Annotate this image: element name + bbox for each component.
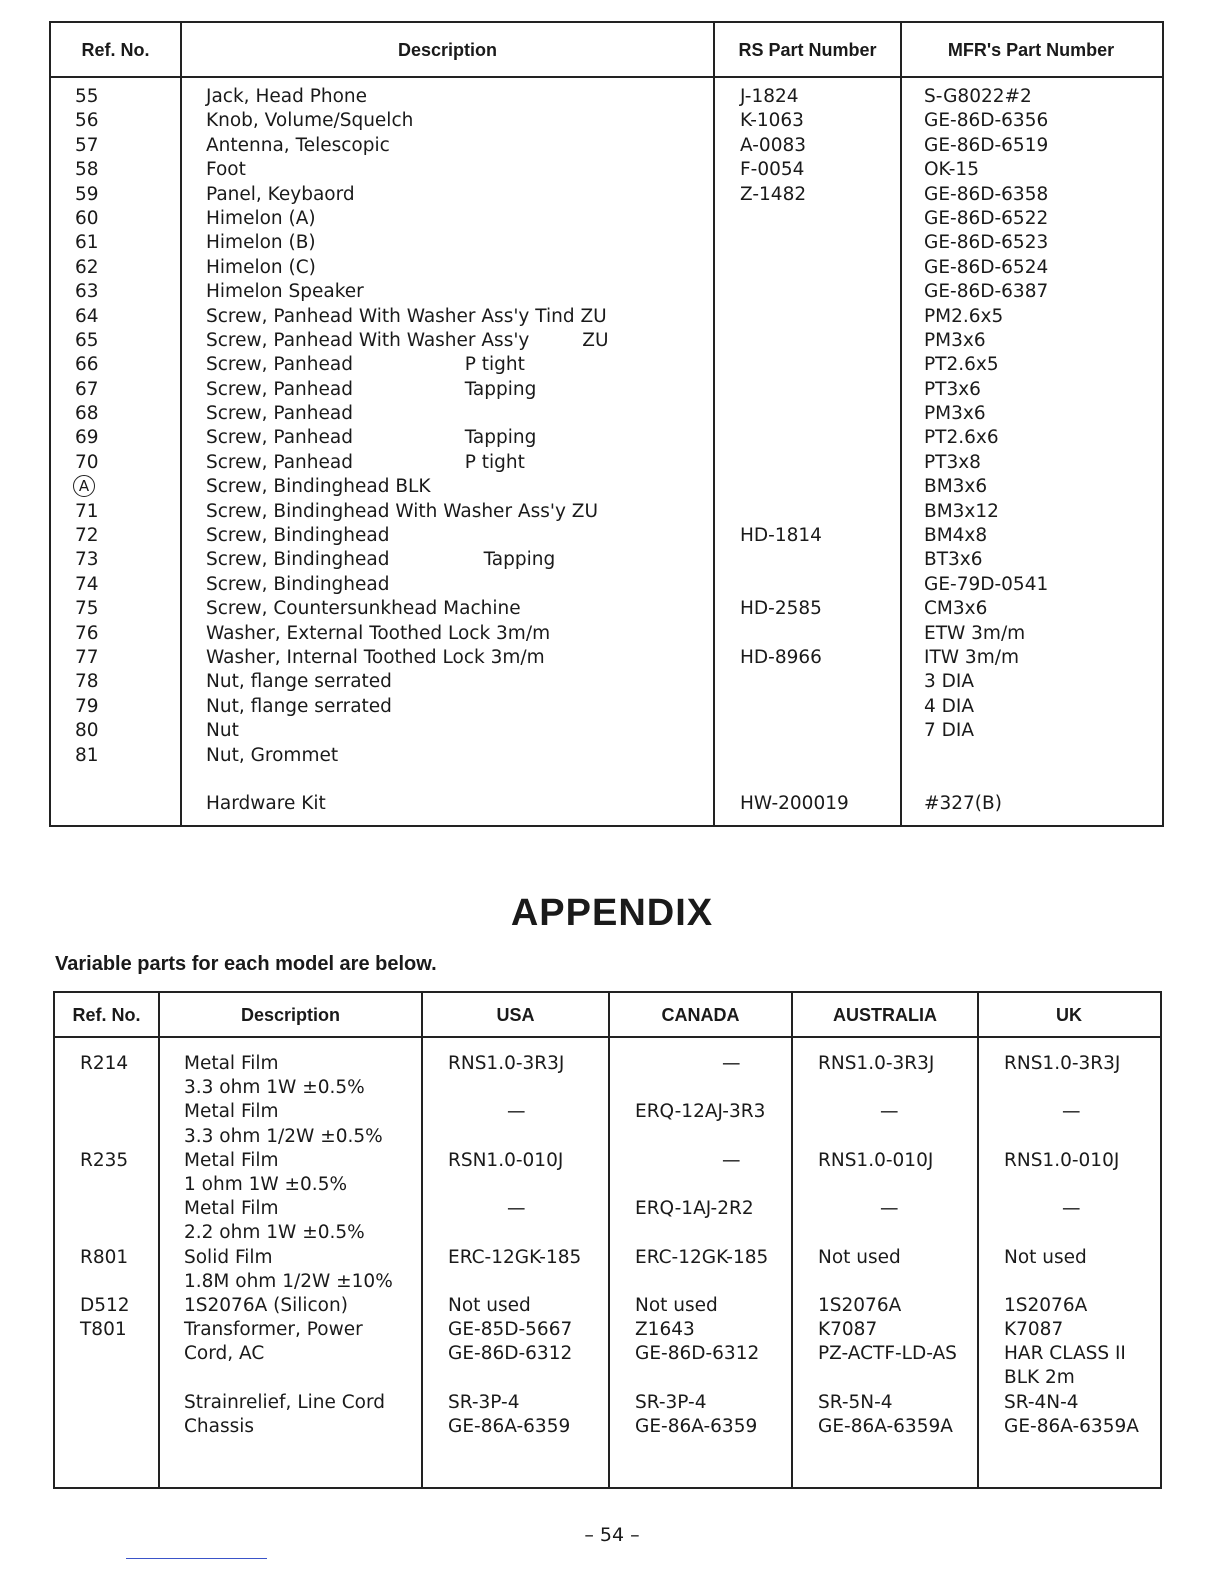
mfr-part-cell: GE-79D-0541 xyxy=(924,573,1049,595)
appendix-table xyxy=(53,991,1162,1489)
mfr-part-cell: ETW 3m/m xyxy=(924,622,1026,644)
description-cell: Himelon (C) xyxy=(206,256,316,278)
description-cell: Chassis xyxy=(184,1415,255,1437)
mfr-part-cell: BM3x6 xyxy=(924,476,988,498)
description-cell: 3.3 ohm 1W ±0.5% xyxy=(184,1077,365,1099)
header-ref: Ref. No. xyxy=(81,39,150,60)
parts-table xyxy=(49,21,1164,827)
rs-part-cell: HW-200019 xyxy=(740,792,849,814)
ref-cell: A xyxy=(73,475,95,497)
canada-cell: — xyxy=(722,1149,741,1171)
table-row xyxy=(51,670,1162,694)
ref-cell: 58 xyxy=(75,159,99,181)
description-cell: Foot xyxy=(206,159,246,181)
table-row xyxy=(51,719,1162,743)
table-row xyxy=(51,744,1162,768)
rs-part-cell: HD-1814 xyxy=(740,525,822,547)
table-row xyxy=(55,1318,1160,1342)
usa-cell: SR-3P-4 xyxy=(448,1391,520,1413)
ref-cell: 59 xyxy=(75,183,99,205)
ref-cell: 75 xyxy=(75,598,99,620)
australia-cell: K7087 xyxy=(818,1319,878,1341)
description-cell: Cord, AC xyxy=(184,1343,265,1365)
rs-part-cell: A-0083 xyxy=(740,134,807,156)
australia-cell: PZ-ACTF-LD-AS xyxy=(818,1343,957,1365)
uk-cell: GE-86A-6359A xyxy=(1004,1415,1139,1437)
description-cell: Washer, Internal Toothed Lock 3m/m xyxy=(206,646,545,668)
table-row xyxy=(51,451,1162,475)
appendix-title: APPENDIX xyxy=(510,892,714,934)
table-row xyxy=(55,1221,1160,1245)
description-cell: Screw, Bindinghead Tapping xyxy=(206,549,556,571)
uk-cell: BLK 2m xyxy=(1004,1367,1075,1389)
description-cell: Hardware Kit xyxy=(206,792,326,814)
canada-cell: Not used xyxy=(635,1294,718,1316)
ref-cell: 62 xyxy=(75,256,99,278)
table-row xyxy=(51,548,1162,572)
table-row xyxy=(55,1366,1160,1390)
page-number: – 54 – xyxy=(584,1524,640,1546)
ref-cell: 67 xyxy=(75,378,99,400)
description-cell: Transformer, Power xyxy=(184,1319,363,1341)
table-row xyxy=(55,1294,1160,1318)
uk-cell: RNS1.0-3R3J xyxy=(1004,1053,1121,1074)
description-cell: Knob, Volume/Squelch xyxy=(206,110,414,132)
ref-cell: 74 xyxy=(75,573,99,595)
mfr-part-cell: PT2.6x6 xyxy=(924,427,999,449)
description-cell: Metal Film xyxy=(184,1198,279,1220)
australia-cell: 1S2076A xyxy=(818,1294,902,1316)
description-cell: Screw, Panhead With Washer Ass'y Tind ZU xyxy=(206,305,607,327)
usa-cell: — xyxy=(507,1198,526,1220)
mfr-part-cell: BM3x12 xyxy=(924,500,999,522)
ref-cell: 76 xyxy=(75,622,99,644)
mfr-part-cell: ITW 3m/m xyxy=(924,646,1019,668)
ref-cell: 68 xyxy=(75,403,99,425)
uk-cell: HAR CLASS II xyxy=(1004,1343,1126,1365)
description-cell: Screw, Panhead P tight xyxy=(206,354,525,376)
description-cell: Metal Film xyxy=(184,1149,279,1171)
mfr-part-cell: BM4x8 xyxy=(924,525,988,547)
usa-cell: GE-86D-6312 xyxy=(448,1343,573,1365)
mfr-part-cell: GE-86D-6523 xyxy=(924,232,1049,254)
mfr-part-cell: BT3x6 xyxy=(924,549,983,571)
description-cell: Himelon Speaker xyxy=(206,281,364,303)
australia-cell: GE-86A-6359A xyxy=(818,1415,953,1437)
australia-cell: SR-5N-4 xyxy=(818,1391,893,1413)
description-cell: Antenna, Telescopic xyxy=(206,134,390,156)
header-canada: CANADA xyxy=(661,1004,740,1025)
table-row xyxy=(51,646,1162,670)
ref-cell: 70 xyxy=(75,451,99,473)
description-cell: Screw, Bindinghead BLK xyxy=(206,476,431,498)
table-row xyxy=(51,622,1162,646)
description-cell: Jack, Head Phone xyxy=(206,86,367,107)
rs-part-cell: K-1063 xyxy=(740,110,804,132)
description-cell: Screw, Countersunkhead Machine xyxy=(206,598,521,620)
description-cell: Himelon (A) xyxy=(206,207,316,229)
canada-cell: ERQ-1AJ-2R2 xyxy=(635,1198,754,1220)
description-cell: Screw, Bindinghead With Washer Ass'y ZU xyxy=(206,500,598,522)
table-row xyxy=(55,1342,1160,1366)
ref-cell: T801 xyxy=(80,1319,127,1341)
description-cell: Himelon (B) xyxy=(206,232,316,254)
table-row xyxy=(51,378,1162,402)
table-row xyxy=(51,573,1162,597)
table-row xyxy=(51,134,1162,158)
rs-part-cell: J-1824 xyxy=(740,86,799,107)
australia-cell: RNS1.0-010J xyxy=(818,1149,934,1171)
mfr-part-cell: 4 DIA xyxy=(924,695,975,717)
header-usa: USA xyxy=(496,1004,535,1025)
header-mfr-part: MFR's Part Number xyxy=(947,39,1115,60)
rs-part-cell: F-0054 xyxy=(740,159,805,181)
header-description: Description xyxy=(397,39,498,60)
appendix-subtitle: Variable parts for each model are below. xyxy=(55,953,437,975)
australia-cell: RNS1.0-3R3J xyxy=(818,1053,935,1074)
table-row xyxy=(51,280,1162,304)
table-row xyxy=(51,183,1162,207)
mfr-part-cell: GE-86D-6358 xyxy=(924,183,1049,205)
table-row xyxy=(51,524,1162,548)
mfr-part-cell: OK-15 xyxy=(924,159,979,181)
rs-part-cell: HD-8966 xyxy=(740,646,822,668)
ref-cell: 66 xyxy=(75,354,99,376)
canada-cell: GE-86A-6359 xyxy=(635,1415,758,1437)
mfr-part-cell: 7 DIA xyxy=(924,720,975,742)
canada-cell: — xyxy=(722,1053,741,1074)
table-row-hardware-kit xyxy=(51,792,1162,816)
table-row xyxy=(51,426,1162,450)
ref-cell: 56 xyxy=(75,110,99,132)
table-row xyxy=(55,1246,1160,1270)
table-row xyxy=(51,329,1162,353)
header-uk: UK xyxy=(1056,1004,1082,1025)
mfr-part-cell: PM3x6 xyxy=(924,403,986,425)
mfr-part-cell: PT2.6x5 xyxy=(924,354,999,376)
mfr-part-cell: GE-86D-6356 xyxy=(924,110,1049,132)
table-row xyxy=(55,1149,1160,1173)
ref-cell: 65 xyxy=(75,329,99,351)
description-cell: 2.2 ohm 1W ±0.5% xyxy=(184,1222,365,1244)
usa-cell: RNS1.0-3R3J xyxy=(448,1053,565,1074)
description-cell: 3.3 ohm 1/2W ±0.5% xyxy=(184,1125,383,1147)
table-row xyxy=(55,1391,1160,1415)
table-row xyxy=(55,1076,1160,1100)
uk-cell: Not used xyxy=(1004,1246,1087,1268)
ref-cell: R235 xyxy=(80,1149,129,1171)
decorative-rule xyxy=(126,1558,267,1559)
ref-cell: 69 xyxy=(75,427,99,449)
table-row xyxy=(51,402,1162,426)
header-description: Description xyxy=(240,1004,341,1025)
description-cell: Screw, Panhead P tight xyxy=(206,451,525,473)
mfr-part-cell: #327(B) xyxy=(924,792,1002,814)
uk-cell: RNS1.0-010J xyxy=(1004,1149,1120,1171)
mfr-part-cell: PT3x8 xyxy=(924,451,981,473)
table-row xyxy=(51,597,1162,621)
ref-cell: 61 xyxy=(75,232,99,254)
rs-part-cell: Z-1482 xyxy=(740,183,807,205)
ref-cell: D512 xyxy=(80,1294,130,1316)
ref-cell: 72 xyxy=(75,525,99,547)
ref-cell: 64 xyxy=(75,305,99,327)
ref-cell: 55 xyxy=(75,86,99,107)
ref-cell: 77 xyxy=(75,646,99,668)
mfr-part-cell: PM3x6 xyxy=(924,329,986,351)
table-row xyxy=(51,500,1162,524)
usa-cell: ERC-12GK-185 xyxy=(448,1246,582,1268)
mfr-part-cell: GE-86D-6387 xyxy=(924,281,1049,303)
table-row xyxy=(55,1197,1160,1221)
ref-cell: 73 xyxy=(75,549,99,571)
description-cell: Nut, flange serrated xyxy=(206,671,392,693)
ref-cell: 60 xyxy=(75,207,99,229)
table-row xyxy=(51,85,1162,109)
description-cell: Panel, Keybaord xyxy=(206,183,355,205)
usa-cell: — xyxy=(507,1101,526,1123)
appendix-rows xyxy=(55,1052,1160,1439)
ref-cell: R214 xyxy=(80,1053,129,1074)
mfr-part-cell: S-G8022#2 xyxy=(924,86,1032,107)
australia-cell: — xyxy=(880,1101,899,1123)
description-cell: Screw, Panhead With Washer Ass'y ZU xyxy=(206,329,609,351)
description-cell: Screw, Panhead xyxy=(206,403,353,425)
table-row xyxy=(55,1270,1160,1294)
ref-cell: R801 xyxy=(80,1246,129,1268)
description-cell: 1S2076A (Silicon) xyxy=(184,1294,348,1316)
description-cell: Solid Film xyxy=(184,1246,273,1268)
description-cell: Metal Film xyxy=(184,1101,279,1123)
description-cell: Nut, Grommet xyxy=(206,744,339,766)
table-row xyxy=(51,231,1162,255)
australia-cell: — xyxy=(880,1198,899,1220)
usa-cell: Not used xyxy=(448,1294,531,1316)
description-cell: Washer, External Toothed Lock 3m/m xyxy=(206,622,551,644)
usa-cell: RSN1.0-010J xyxy=(448,1149,564,1171)
description-cell: Screw, Panhead Tapping xyxy=(206,427,537,449)
table-row xyxy=(55,1415,1160,1439)
description-cell: Nut, flange serrated xyxy=(206,695,392,717)
canada-cell: SR-3P-4 xyxy=(635,1391,707,1413)
mfr-part-cell: PM2.6x5 xyxy=(924,305,1004,327)
table-row xyxy=(55,1125,1160,1149)
ref-cell: 71 xyxy=(75,500,99,522)
description-cell: Strainrelief, Line Cord xyxy=(184,1391,386,1413)
canada-cell: ERQ-12AJ-3R3 xyxy=(635,1101,766,1123)
uk-cell: — xyxy=(1062,1198,1081,1220)
uk-cell: 1S2076A xyxy=(1004,1294,1088,1316)
uk-cell: K7087 xyxy=(1004,1319,1064,1341)
ref-cell: 57 xyxy=(75,134,99,156)
description-cell: Nut xyxy=(206,720,239,742)
uk-cell: — xyxy=(1062,1101,1081,1123)
table-row xyxy=(51,695,1162,719)
ref-cell: 80 xyxy=(75,720,99,742)
ref-cell: 79 xyxy=(75,695,99,717)
description-cell: Metal Film xyxy=(184,1053,279,1074)
usa-cell: GE-86A-6359 xyxy=(448,1415,571,1437)
canada-cell: ERC-12GK-185 xyxy=(635,1246,769,1268)
uk-cell: SR-4N-4 xyxy=(1004,1391,1079,1413)
table-row xyxy=(51,353,1162,377)
mfr-part-cell: GE-86D-6519 xyxy=(924,134,1049,156)
table-row xyxy=(55,1052,1160,1076)
usa-cell: GE-85D-5667 xyxy=(448,1319,573,1341)
description-cell: Screw, Bindinghead xyxy=(206,525,390,547)
mfr-part-cell: GE-86D-6522 xyxy=(924,207,1049,229)
canada-cell: GE-86D-6312 xyxy=(635,1343,760,1365)
table-row xyxy=(51,256,1162,280)
description-cell: Screw, Panhead Tapping xyxy=(206,378,537,400)
australia-cell: Not used xyxy=(818,1246,901,1268)
table-row xyxy=(51,109,1162,133)
table-row xyxy=(51,207,1162,231)
rs-part-cell: HD-2585 xyxy=(740,598,822,620)
table-row xyxy=(55,1100,1160,1124)
parts-rows xyxy=(51,85,1162,816)
description-cell: 1.8M ohm 1/2W ±10% xyxy=(184,1270,393,1292)
header-ref: Ref. No. xyxy=(72,1004,141,1025)
mfr-part-cell: 3 DIA xyxy=(924,671,975,693)
header-rs-part: RS Part Number xyxy=(738,39,877,60)
description-cell: Screw, Bindinghead xyxy=(206,573,390,595)
ref-cell: 78 xyxy=(75,671,99,693)
mfr-part-cell: GE-86D-6524 xyxy=(924,256,1049,278)
mfr-part-cell: PT3x6 xyxy=(924,378,981,400)
description-cell: 1 ohm 1W ±0.5% xyxy=(184,1173,348,1195)
mfr-part-cell: CM3x6 xyxy=(924,598,988,620)
ref-cell: 63 xyxy=(75,281,99,303)
header-australia: AUSTRALIA xyxy=(833,1004,937,1025)
ref-cell: 81 xyxy=(75,744,99,766)
table-row xyxy=(51,305,1162,329)
table-row xyxy=(51,475,1162,499)
table-row xyxy=(51,158,1162,182)
table-row xyxy=(55,1173,1160,1197)
canada-cell: Z1643 xyxy=(635,1319,695,1341)
